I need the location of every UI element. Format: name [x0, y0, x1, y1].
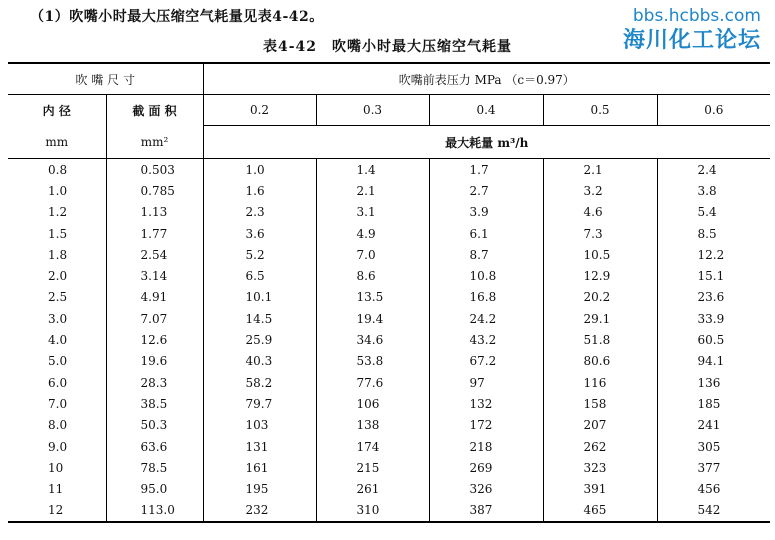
table-row	[8, 159, 770, 181]
area-cell: 1.13	[106, 202, 203, 223]
p05-cell: 51.8	[543, 329, 657, 350]
p04-cell: 387	[429, 500, 543, 522]
diameter-cell: 1.2	[8, 202, 106, 223]
header-pressure-4: 0.6	[657, 95, 770, 126]
p02-cell: 161	[203, 457, 316, 478]
area-cell: 12.6	[106, 329, 203, 350]
p04-cell: 218	[429, 436, 543, 457]
p03-cell: 53.8	[316, 351, 429, 372]
diameter-cell: 4.0	[8, 329, 106, 350]
p06-cell: 12.2	[697, 247, 725, 262]
p04-cell: 43.2	[429, 329, 543, 350]
diameter-cell: 12	[8, 500, 106, 522]
p04-cell: 132	[429, 393, 543, 414]
area-cell: 50.3	[106, 415, 203, 436]
p03-cell: 77.6	[316, 372, 429, 393]
p02-cell: 5.2	[203, 244, 316, 265]
table-row	[8, 500, 770, 522]
p06-cell: 23.6	[697, 290, 725, 305]
intro-text: （1）吹嘴小时最大压缩空气耗量见表4-42。	[30, 9, 324, 25]
p06-cell: 241	[697, 418, 721, 433]
p02-cell: 1.0	[203, 159, 316, 181]
p04-cell: 24.2	[429, 308, 543, 329]
area-cell: 7.07	[106, 308, 203, 329]
p06-cell: 185	[697, 396, 721, 411]
diameter-cell: 1.5	[8, 223, 106, 244]
p06-cell: 60.5	[697, 333, 725, 348]
p02-cell: 1.6	[203, 180, 316, 201]
p03-cell: 4.9	[316, 223, 429, 244]
p03-cell: 8.6	[316, 265, 429, 286]
p06-cell: 456	[697, 482, 721, 497]
p02-cell: 79.7	[203, 393, 316, 414]
area-cell: 1.77	[106, 223, 203, 244]
p04-cell: 172	[429, 415, 543, 436]
diameter-cell: 1.8	[8, 244, 106, 265]
p05-cell: 29.1	[543, 308, 657, 329]
p05-cell: 262	[543, 436, 657, 457]
area-cell: 28.3	[106, 372, 203, 393]
p03-cell: 13.5	[316, 287, 429, 308]
p03-cell: 19.4	[316, 308, 429, 329]
p05-cell: 12.9	[543, 265, 657, 286]
p04-cell: 326	[429, 478, 543, 499]
p02-cell: 3.6	[203, 223, 316, 244]
unit-diameter: mm	[8, 126, 106, 159]
p05-cell: 158	[543, 393, 657, 414]
area-cell: 113.0	[106, 500, 203, 522]
p02-cell: 195	[203, 478, 316, 499]
p03-cell: 3.1	[316, 202, 429, 223]
p04-cell: 6.1	[429, 223, 543, 244]
diameter-cell: 3.0	[8, 308, 106, 329]
table-row	[8, 393, 770, 414]
header-pressure-2: 0.4	[429, 95, 543, 126]
p03-cell: 174	[316, 436, 429, 457]
area-cell: 38.5	[106, 393, 203, 414]
table-row	[8, 265, 770, 286]
p06-cell: 2.4	[697, 162, 717, 177]
p06-cell: 3.8	[697, 183, 717, 198]
table-row	[8, 202, 770, 223]
header-area-label: 截 面 积	[132, 103, 177, 118]
p06-cell: 8.5	[697, 226, 717, 241]
diameter-cell: 6.0	[8, 372, 106, 393]
p05-cell: 3.2	[543, 180, 657, 201]
diameter-cell: 2.5	[8, 287, 106, 308]
table-row	[8, 329, 770, 350]
watermark-url: bbs.hcbbs.com	[632, 6, 761, 26]
header-area	[106, 95, 203, 126]
area-cell: 3.14	[106, 265, 203, 286]
table-caption: 表4-42 吹嘴小时最大压缩空气耗量	[262, 39, 513, 55]
p04-cell: 10.8	[429, 265, 543, 286]
area-cell: 95.0	[106, 478, 203, 499]
p06-cell: 136	[697, 375, 721, 390]
area-cell: 4.91	[106, 287, 203, 308]
diameter-cell: 2.0	[8, 265, 106, 286]
header-nozzle-size-label: 吹 嘴 尺 寸	[75, 72, 135, 87]
consumption-unit-label: 最大耗量 m³/h	[445, 135, 529, 150]
p02-cell: 2.3	[203, 202, 316, 223]
p03-cell: 261	[316, 478, 429, 499]
p06-cell: 15.1	[697, 269, 725, 284]
p05-cell: 20.2	[543, 287, 657, 308]
table-row	[8, 287, 770, 308]
p02-cell: 58.2	[203, 372, 316, 393]
p06-cell: 94.1	[697, 354, 725, 369]
p05-cell: 7.3	[543, 223, 657, 244]
diameter-cell: 8.0	[8, 415, 106, 436]
p02-cell: 40.3	[203, 351, 316, 372]
p03-cell: 2.1	[316, 180, 429, 201]
p04-cell: 2.7	[429, 180, 543, 201]
area-cell: 0.785	[106, 180, 203, 201]
table-row	[8, 180, 770, 201]
table-row	[8, 436, 770, 457]
p03-cell: 215	[316, 457, 429, 478]
table-row	[8, 244, 770, 265]
watermark	[623, 6, 761, 56]
p04-cell: 67.2	[429, 351, 543, 372]
diameter-cell: 7.0	[8, 393, 106, 414]
table-body	[8, 159, 770, 523]
p04-cell: 269	[429, 457, 543, 478]
header-pressure-0: 0.2	[203, 95, 316, 126]
header-pressure-3: 0.5	[543, 95, 657, 126]
p04-cell: 97	[429, 372, 543, 393]
p03-cell: 34.6	[316, 329, 429, 350]
p06-cell: 542	[697, 503, 721, 518]
p02-cell: 131	[203, 436, 316, 457]
p06-cell: 5.4	[697, 205, 717, 220]
p05-cell: 116	[543, 372, 657, 393]
header-pressure	[203, 63, 770, 95]
p05-cell: 80.6	[543, 351, 657, 372]
p05-cell: 4.6	[543, 202, 657, 223]
area-cell: 19.6	[106, 351, 203, 372]
p02-cell: 232	[203, 500, 316, 522]
diameter-cell: 11	[8, 478, 106, 499]
p03-cell: 7.0	[316, 244, 429, 265]
p03-cell: 138	[316, 415, 429, 436]
p05-cell: 465	[543, 500, 657, 522]
watermark-site: 海川化工论坛	[622, 28, 761, 53]
p04-cell: 8.7	[429, 244, 543, 265]
diameter-cell: 9.0	[8, 436, 106, 457]
area-cell: 0.503	[106, 159, 203, 181]
table-row	[8, 415, 770, 436]
table-row	[8, 478, 770, 499]
p05-cell: 10.5	[543, 244, 657, 265]
table-row	[8, 372, 770, 393]
p02-cell: 10.1	[203, 287, 316, 308]
table-row	[8, 223, 770, 244]
p04-cell: 3.9	[429, 202, 543, 223]
p03-cell: 310	[316, 500, 429, 522]
header-pressure-label: 吹嘴前表压力 MPa （c＝0.97）	[398, 72, 575, 87]
p05-cell: 2.1	[543, 159, 657, 181]
header-inner-diameter	[8, 95, 106, 126]
consumption-unit	[203, 126, 770, 159]
table-row	[8, 457, 770, 478]
p05-cell: 323	[543, 457, 657, 478]
diameter-cell: 0.8	[8, 159, 106, 181]
unit-area: mm²	[106, 126, 203, 159]
p06-cell: 33.9	[697, 311, 725, 326]
air-consumption-table	[8, 62, 770, 523]
diameter-cell: 10	[8, 457, 106, 478]
p06-cell: 377	[697, 460, 721, 475]
p06-cell: 305	[697, 439, 721, 454]
header-pressure-1: 0.3	[316, 95, 429, 126]
p04-cell: 1.7	[429, 159, 543, 181]
area-cell: 63.6	[106, 436, 203, 457]
diameter-cell: 1.0	[8, 180, 106, 201]
header-nozzle-size	[8, 63, 203, 95]
p03-cell: 1.4	[316, 159, 429, 181]
diameter-cell: 5.0	[8, 351, 106, 372]
p04-cell: 16.8	[429, 287, 543, 308]
table-row	[8, 308, 770, 329]
p02-cell: 25.9	[203, 329, 316, 350]
area-cell: 2.54	[106, 244, 203, 265]
p02-cell: 6.5	[203, 265, 316, 286]
p05-cell: 207	[543, 415, 657, 436]
p02-cell: 14.5	[203, 308, 316, 329]
p05-cell: 391	[543, 478, 657, 499]
area-cell: 78.5	[106, 457, 203, 478]
table-row	[8, 351, 770, 372]
p02-cell: 103	[203, 415, 316, 436]
p03-cell: 106	[316, 393, 429, 414]
header-inner-diameter-label: 内 径	[42, 103, 71, 118]
